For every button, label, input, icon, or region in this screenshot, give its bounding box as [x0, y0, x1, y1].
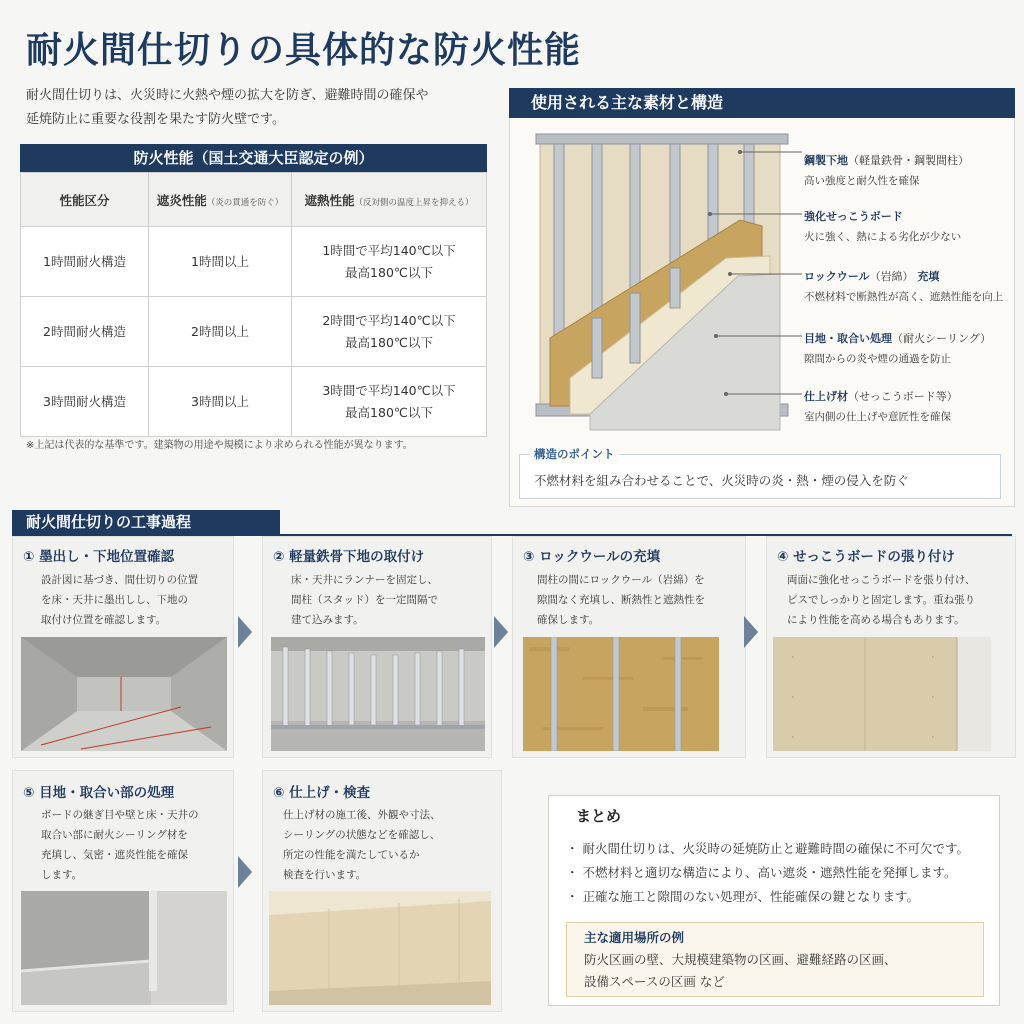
finished-wall-photo	[269, 891, 491, 1005]
steel-stud-photo	[271, 637, 485, 751]
materials-heading: 使用される主な素材と構造	[509, 88, 1015, 118]
structure-point-text: 不燃材料を組み合わせることで、火災時の炎・熱・煙の侵入を防ぐ	[534, 473, 909, 488]
process-step-4	[766, 536, 1016, 758]
step-desc: 仕上げ材の施工後、外観や寸法、 シーリングの状態などを確認し、 所定の性能を満たしているか 検査を行います。	[283, 809, 441, 881]
gypsum-board-photo	[773, 637, 991, 751]
page-title: 耐火間仕切りの具体的な防火性能	[26, 30, 582, 71]
application-text-line: 防火区画の壁、大規模建築物の区画、避難経路の区画、	[584, 952, 897, 967]
application-text-line: 設備スペースの区画 など	[584, 974, 725, 989]
intro-text	[26, 84, 486, 132]
application-title: 主な適用場所の例	[584, 930, 685, 945]
cell-heat: 1時間で平均140℃以下 最高180℃以下	[292, 227, 487, 297]
step-title: ② 軽量鉄骨下地の取付け	[273, 549, 425, 565]
process-step-5	[12, 770, 234, 1012]
step-arrow-icon	[238, 616, 252, 648]
callout-joint-treatment: 目地・取合い処理（耐火シーリング） 隙間からの炎や煙の通過を防止	[804, 332, 992, 365]
step-desc: ボードの継ぎ目や壁と床・天井の 取合い部に耐火シーリング材を 充填し、気密・遮炎性能を確保 します。	[41, 809, 199, 881]
header-flame: 遮炎性能（炎の貫通を防ぐ）	[149, 173, 292, 227]
cell-flame: 3時間以上	[149, 367, 292, 437]
step-desc: 両面に強化せっこうボードを張り付け、 ビスでしっかりと固定します。重ね張り により性能を高める場合もあります。	[787, 574, 976, 626]
callout-steel-frame: 鋼製下地（軽量鉄骨・鋼製間柱） 高い強度と耐久性を確保	[804, 154, 969, 187]
summary-item: ・ 正確な施工と隙間のない処理が、性能確保の鍵となります。	[566, 889, 919, 904]
callout-gypsum-board: 強化せっこうボード 火に強く、熱による劣化が少ない	[804, 210, 962, 243]
cell-flame: 2時間以上	[149, 297, 292, 367]
intro-line-2: 延焼防止に重要な役割を果たす防火壁です。	[26, 112, 285, 127]
step-desc: 間柱の間にロックウール（岩綿）を 隙間なく充填し、断熱性と遮熱性を 確保します。	[537, 574, 705, 626]
step-title: ① 墨出し・下地位置確認	[23, 549, 175, 565]
process-step-2	[262, 536, 492, 758]
summary-item: ・ 不燃材料と適切な構造により、高い遮炎・遮熱性能を発揮します。	[566, 865, 957, 880]
table-header-row	[21, 173, 487, 227]
cell-flame: 1時間以上	[149, 227, 292, 297]
table-note: ※上記は代表的な基準です。建築物の用途や規模により求められる性能が異なります。	[26, 440, 413, 451]
cell-heat: 2時間で平均140℃以下 最高180℃以下	[292, 297, 487, 367]
fire-performance-table	[20, 172, 487, 437]
table-row	[21, 297, 487, 367]
table-row	[21, 227, 487, 297]
step-title: ⑥ 仕上げ・検査	[273, 785, 371, 801]
summary-item: ・ 耐火間仕切りは、火災時の延焼防止と避難時間の確保に不可欠です。	[566, 841, 969, 856]
cell-category: 3時間耐火構造	[21, 367, 149, 437]
callout-finish-material: 仕上げ材（せっこうボード等） 室内側の仕上げや意匠性を確保	[804, 390, 958, 423]
cell-category: 2時間耐火構造	[21, 297, 149, 367]
rockwool-photo	[523, 637, 719, 751]
process-step-3	[512, 536, 746, 758]
step-title: ⑤ 目地・取合い部の処理	[23, 785, 175, 801]
joint-sealing-photo	[21, 891, 227, 1005]
header-category: 性能区分	[21, 173, 149, 227]
header-heat: 遮熱性能（反対側の温度上昇を抑える）	[292, 173, 487, 227]
table-heading: 防火性能（国土交通大臣認定の例）	[20, 144, 487, 172]
process-step-1	[12, 536, 234, 758]
step-arrow-icon	[238, 856, 252, 888]
intro-line-1: 耐火間仕切りは、火災時に火熱や煙の拡大を防ぎ、避難時間の確保や	[26, 88, 429, 103]
step-desc: 床・天井にランナーを固定し、 間柱（スタッド）を一定間隔で 建て込みます。	[291, 574, 438, 626]
cell-category: 1時間耐火構造	[21, 227, 149, 297]
process-step-6	[262, 770, 502, 1012]
summary-title: まとめ	[576, 807, 622, 825]
step-arrow-icon	[494, 616, 508, 648]
cell-heat: 3時間で平均140℃以下 最高180℃以下	[292, 367, 487, 437]
step-title: ③ ロックウールの充填	[523, 549, 661, 565]
site-layout-photo	[21, 637, 227, 751]
step-arrow-icon	[744, 616, 758, 648]
table-row	[21, 367, 487, 437]
process-heading: 耐火間仕切りの工事過程	[12, 510, 280, 535]
callout-rockwool: ロックウール（岩綿） 充填 不燃材料で断熱性が高く、遮熱性能を向上	[804, 270, 1004, 303]
step-desc: 設計図に基づき、間仕切りの位置 を床・天井に墨出しし、下地の 取付け位置を確認します。	[41, 574, 199, 626]
wall-cutaway-illustration	[530, 128, 810, 438]
step-title: ④ せっこうボードの張り付け	[777, 549, 955, 565]
structure-point-label: 構造のポイント	[530, 446, 619, 462]
